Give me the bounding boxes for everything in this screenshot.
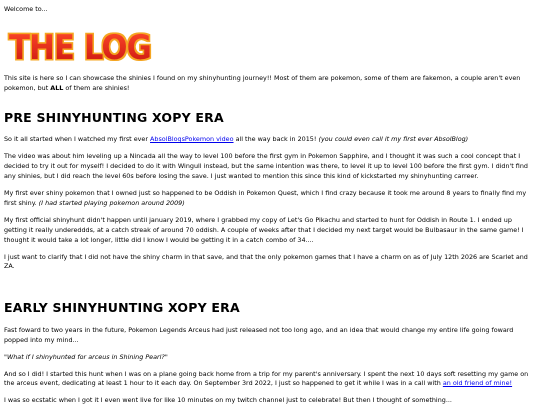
site-logo xyxy=(6,26,536,66)
old-friend-link[interactable]: an old friend of mine! xyxy=(442,379,513,388)
paragraph: Fast foward to two years in the future, Pokemon Legends Arceus had just released not too long ago, and an idea that would change my entire life going foward popped into my mind... xyxy=(4,325,514,344)
paragraph: My first official shinyhunt didn't happen until january 2019, where I grabbed my copy of Let's Go Pikachu and started to hunt for Oddish in Route 1. I ended up getting it really undereddds, at a catch streak of around 70 oddish. A couple of weeks after that I decided my next target would be Bulbasaur in the same game! I thought it would take a lot longer, little did I know I would be getting it in a catch combo of 34.... xyxy=(4,215,524,244)
section-heading-pre-era: PRE SHINYHUNTING XOPY ERA xyxy=(4,109,224,125)
intro-paragraph: This site is here so I can showcase the shinies I found on my shinyhunting journey!! Most of them are pokemon, some of them are fakemon, a couple aren't even pokemon, but ALL of them are shinies! xyxy=(4,74,521,92)
paragraph: And so I did! I started this hunt when I was on a plane going back home from a trip for my parent's anniversary. I spent the next 10 days soft resetting my game on the arceus event, dedicating at least 1 hour to it each day. On September 3rd 2022, I just so happened to get it while I was in a call with an old friend of mine! xyxy=(4,369,529,388)
paragraph: So it all started when I watched my first ever AbsolBlogsPokemon video all the way back in 2015! (you could even call it my first ever AbsolBlog) xyxy=(4,135,469,144)
paragraph: My first ever shiny pokemon that I owned just so happened to be Oddish in Pokemon Quest, which I find crazy because it took me around 8 years to finally find my first shiny. (I had started playing pokemon around 2009) xyxy=(4,188,527,207)
paragraph: I was so ecstatic when I got it I even went live for like 10 minutes on my twitch channel just to celebrate! But then I thought of something... xyxy=(4,396,452,405)
intro-emphasis: ALL xyxy=(50,83,64,92)
paragraph: The video was about him leveling up a Nincada all the way to level 100 before the first gym in Pokemon Sapphire, and I thought it was such a cool concept that I decided to try it out for myself! I decided to do it with Wingull instead, but the same intention was there, to level it up to level 100 before the first gym. I didn't find any shinies, but I did reach the level 60s before losing the save. I just wanted to mention this since this kind of kickstarted my shinyhunting carreer. xyxy=(4,152,528,180)
quote: "What if I shinyhunted for arceus in Shining Pearl?" xyxy=(4,352,168,361)
section-heading-early-era: EARLY SHINYHUNTING XOPY ERA xyxy=(4,300,240,316)
paragraph: I just want to clarify that I did not have the shiny charm in that save, and that the only pokemon games that I have a charm on as of July 12th 2026 are Scarlet and ZA. xyxy=(4,252,528,271)
logo-text: THE LOG xyxy=(9,28,151,66)
absolblogs-video-link[interactable]: AbsolBlogsPokemon video xyxy=(150,135,234,144)
welcome-text: Welcome to... xyxy=(4,5,48,13)
